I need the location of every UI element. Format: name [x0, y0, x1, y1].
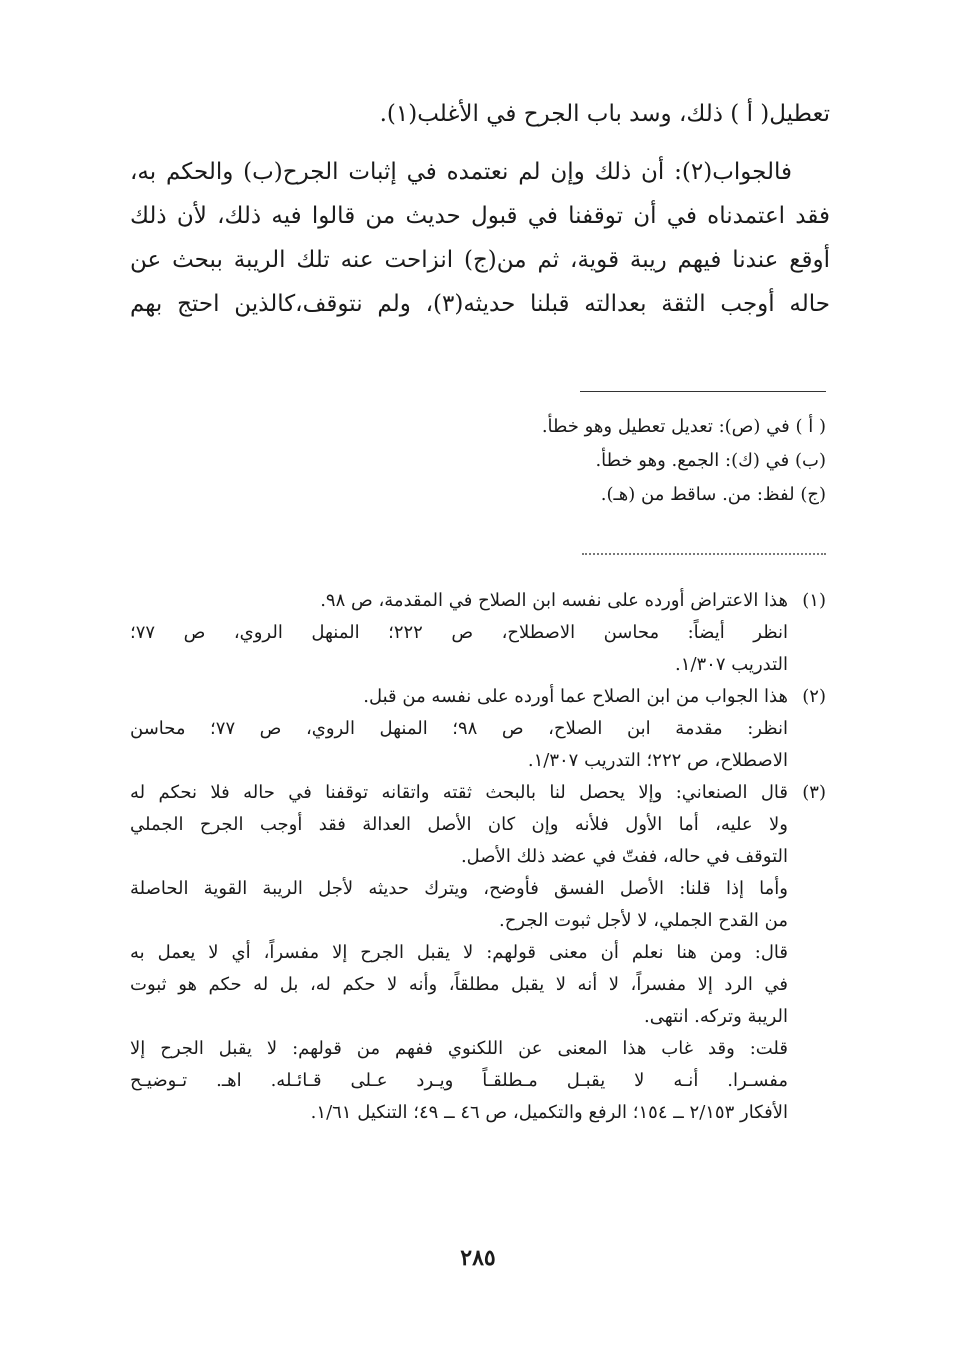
main-text	[130, 92, 830, 326]
footnote-1	[130, 585, 826, 681]
variant-note: (ب) في (ك): الجمع. وهو خطأ.	[595, 450, 826, 471]
main-text-line: فالجواب(٢): أن ذلك وإن لم نعتمده في إثبات الجرح(ب) والحكم به،	[130, 159, 792, 185]
variant-note: (ج) لفظ: من. ساقط من (هـ).	[600, 484, 826, 505]
main-text-line: تعطيل( أ ) ذلك، وسد باب الجرح في الأغلب(١).	[379, 101, 830, 127]
footnote-2	[130, 681, 826, 777]
footnote-line: التدريب ١/٣٠٧.	[675, 654, 788, 675]
page-number: ٢٨٥	[460, 1245, 496, 1271]
footnote-line: انظر أيضاً: محاسن الاصطلاح، ص ٢٢٢؛ المنهل الروي، ص ٧٧؛	[130, 622, 788, 643]
footnote-number: (٣)	[802, 782, 826, 803]
footnote-line: من القدح الجملي، لا لأجل ثبوت الجرح.	[499, 910, 788, 931]
footnote-number: (١)	[802, 590, 826, 611]
footnote-line: في الرد إلا مفسراً، لا أنه لا يقبل مطلقاً، وأنه لا حكم له، بل له حكم هو ثبوت	[130, 974, 788, 995]
footnote-line: هذا الاعتراض أورده على نفسه ابن الصلاح في المقدمة، ص ٩٨.	[320, 590, 788, 611]
footnote-line: الاصطلاح، ص ٢٢٢؛ التدريب ١/٣٠٧.	[527, 750, 788, 771]
main-text-line: فقد اعتمدناه في أن توقفنا في قبول حديث من قالوا فيه ذلك، لأن ذلك	[130, 203, 830, 229]
variant-notes	[130, 410, 826, 512]
main-text-line: حاله أوجب الثقة بعدالته قبلنا حديثه(٣)، ولم نتوقف،كالذين احتج بهم	[130, 291, 830, 317]
footnote-3	[130, 777, 826, 1129]
footnote-separator	[580, 391, 826, 392]
footnotes	[130, 585, 826, 1129]
footnote-line: قال الصنعاني: وإلا يحصل لنا بالبحث ثقته واتقانه توقفنا في حاله فلا نحكم له	[130, 782, 788, 803]
footnote-line: مفسـرا. أنـه لا يقبـل مـطلقـاً ويـرد عـلى قـائـله. اهـ. تـوضيـح	[130, 1070, 788, 1091]
footnote-line: الأفكار ٢/١٥٣ ــ ١٥٤؛ الرفع والتكميل، ص ٤٦ ــ ٤٩؛ التنكيل ١/٦١.	[310, 1102, 788, 1123]
main-text-line: أوقع عندنا فيهم ريبة قوية، ثم من(ج) انزاحت عنه تلك الريبة ببحث عن	[130, 247, 830, 273]
variant-note: ( أ ) في (ص): تعديل تعطيل وهو خطأ.	[541, 416, 826, 437]
footnote-number: (٢)	[802, 686, 826, 707]
footnote-line: قلت: وقد غاب هذا المعنى عن اللكنوي ففهم من قولهم: لا يقبل الجرح إلا	[130, 1038, 788, 1059]
footnote-line: التوقف في حاله، ففتّ في عضد ذلك الأصل.	[460, 846, 788, 867]
footnote-line: وأما إذا قلنا: الأصل الفسق فأوضح، ويترك حديثه لأجل الريبة القوية الحاصلة	[130, 878, 788, 899]
footnote-line: انظر: مقدمة ابن الصلاح، ص ٩٨؛ المنهل الروي، ص ٧٧؛ محاسن	[130, 718, 788, 739]
footnote-line: هذا الجواب من ابن الصلاح عما أورده على نفسه من قبل.	[363, 686, 788, 707]
footnote-line: ولا عليه، أما الأول فلأنه وإن كان الأصل العدالة فقد أوجب الجرح الجملي	[130, 814, 788, 835]
footnote-line: قال: ومن هنا نعلم أن معنى قولهم: لا يقبل الجرح إلا مفسراً، أي لا يعمل به	[130, 942, 788, 963]
dotted-separator	[582, 553, 826, 555]
footnote-line: الريبة وتركه. انتهى.	[644, 1006, 788, 1027]
